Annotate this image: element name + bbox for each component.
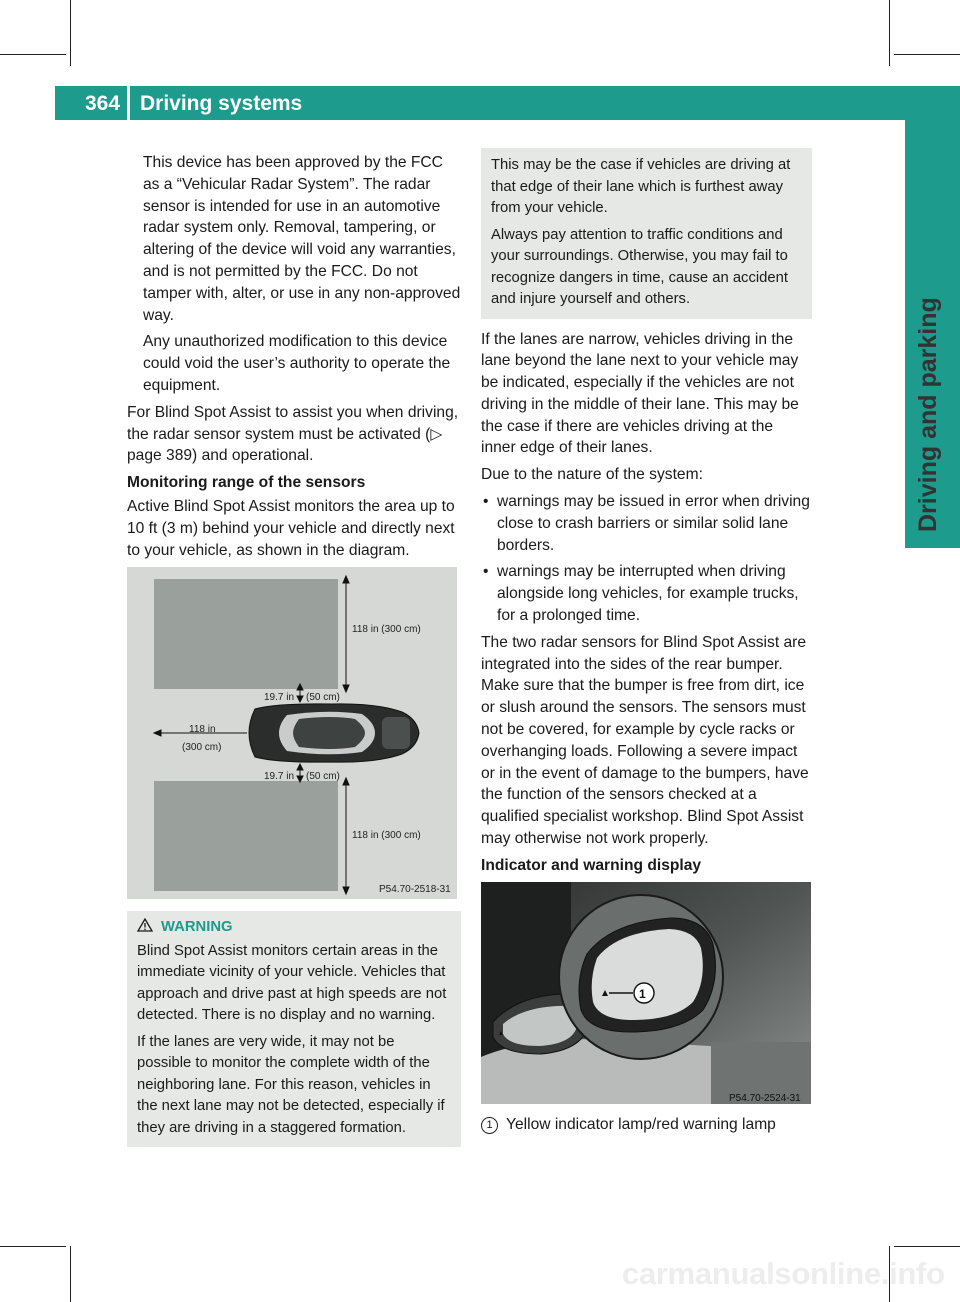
bullet-item xyxy=(481,561,812,626)
warning-paragraph-2: If the lanes are very wide, it may not be possible to monitor the complete width of the neighboring lane. For this reason, vehicles in the next lane may not be detected, especially if they are driving in a staggered formation. xyxy=(137,1033,445,1136)
bullet-text: warnings may be issued in error when driving close to crash barriers or similar solid lane borders. xyxy=(497,493,810,554)
photo-figure-code: P54.70-2524-31 xyxy=(729,1092,801,1104)
system-nature-paragraph: Due to the nature of the system: xyxy=(481,466,703,484)
warning-box xyxy=(127,911,461,1147)
label-rear-distance-metric: (300 cm) xyxy=(182,742,222,754)
activation-paragraph: For Blind Spot Assist to assist you when driving, the radar sensor system must be activated (▷ page 389) and operational. xyxy=(127,403,459,465)
narrow-lanes-paragraph: If the lanes are narrow, vehicles driving in the lane beyond the lane next to your vehicle may be indicated, especially if the vehicles are not driving in the middle of their lane. This may be the case if there are vehicles driving at the inner edge of their lanes. xyxy=(481,330,799,457)
side-tab-label: Driving and parking xyxy=(914,297,942,532)
warning-heading: WARNING xyxy=(161,919,233,936)
bullet-text: warnings may be interrupted when driving alongside long vehicles, for example trucks, for a prolonged time. xyxy=(497,563,799,625)
label-top-zone-length: 118 in (300 cm) xyxy=(352,624,421,636)
left-column xyxy=(127,152,461,1147)
monitoring-heading: Monitoring range of the sensors xyxy=(127,474,366,492)
header-divider xyxy=(127,86,130,120)
page-number: 364 xyxy=(85,92,121,115)
fcc-paragraph-2: Any unauthorized modification to this device could void the user’s authority to operate the equipment. xyxy=(143,333,451,394)
label-bottom-zone-length: 118 in (300 cm) xyxy=(352,830,421,842)
section-title: Driving systems xyxy=(140,92,303,115)
label-rear-distance-imperial: 118 in xyxy=(189,724,216,736)
label-bottom-gap-imperial: 19.7 in xyxy=(264,771,295,783)
figure-code: P54.70-2518-31 xyxy=(379,884,451,896)
fcc-paragraph-1: This device has been approved by the FCC as a “Vehicular Radar System”. The radar sensor is intended for use in an automotive radar system only. Removal, tampering, or altering of the device will void any warranties, and is not permitted by the FCC. Do not tamper with, alter, or use in any non-approved way. xyxy=(143,154,461,324)
right-column xyxy=(481,152,812,1140)
car-top-view xyxy=(249,704,419,762)
warning-continued-paragraph-1: This may be the case if vehicles are driving at that edge of their lane which is furthest away from your vehicle. xyxy=(491,157,791,216)
radar-sensors-paragraph: The two radar sensors for Blind Spot Assist are integrated into the sides of the rear bumper. Make sure that the bumper is free from dirt, ice or slush around the sensors. The sensors must not be covered, for example by cycle racks or overhanging loads. Following a severe impact or in the event of damage to the bumpers, have the function of the sensors checked at a qualified specialist workshop. Blind Spot Assist may otherwise not work properly. xyxy=(481,633,809,848)
crop-mark xyxy=(0,1246,66,1247)
photo-callout-number: 1 xyxy=(639,986,646,1001)
bullet-item xyxy=(481,491,812,556)
crop-mark xyxy=(889,0,890,66)
legend-number-icon: 1 xyxy=(481,1117,498,1134)
warning-heading-row xyxy=(137,917,451,939)
crop-mark xyxy=(0,54,66,55)
indicator-heading: Indicator and warning display xyxy=(481,856,702,874)
mirror-photo-illustration xyxy=(481,882,811,1104)
sensor-range-diagram xyxy=(127,567,457,899)
crop-mark xyxy=(894,1246,960,1247)
crop-mark xyxy=(70,1246,71,1302)
label-bottom-gap-metric: (50 cm) xyxy=(306,771,340,783)
bullet-mark: • xyxy=(483,563,489,581)
warning-triangle-icon xyxy=(137,918,153,932)
legend-item xyxy=(481,1114,812,1136)
warning-paragraph-1: Blind Spot Assist monitors certain areas in the immediate vicinity of your vehicle. Vehicles that approach and drive past at high speeds are not detected. There is no display and no warning. xyxy=(137,942,447,1024)
label-top-gap-metric: (50 cm) xyxy=(306,692,340,704)
mirror-indicator-photo xyxy=(481,882,811,1104)
warning-continued-paragraph-2: Always pay attention to traffic conditions and your surroundings. Otherwise, you may fail to recognize dangers in time, cause an accident and injure yourself and others. xyxy=(491,226,788,307)
watermark: carmanualsonline.info xyxy=(622,1256,945,1291)
monitoring-paragraph: Active Blind Spot Assist monitors the area up to 10 ft (3 m) behind your vehicle and directly next to your vehicle, as shown in the diagram. xyxy=(127,497,455,559)
label-top-gap-imperial: 19.7 in xyxy=(264,692,295,704)
crop-mark xyxy=(70,0,71,66)
diagram-arrows xyxy=(127,567,457,899)
legend-text: Yellow indicator lamp/red warning lamp xyxy=(506,1115,776,1133)
crop-mark xyxy=(894,54,960,55)
bullet-mark: • xyxy=(483,493,489,511)
warning-continued-box xyxy=(481,148,812,319)
